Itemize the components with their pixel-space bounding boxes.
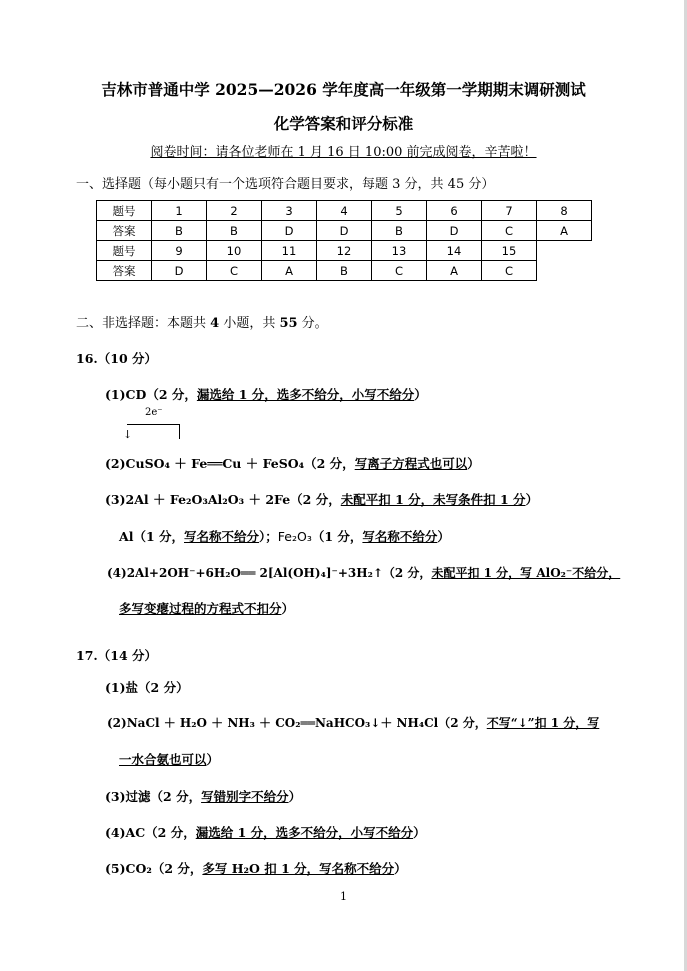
q17-part4-note: 漏选给 1 分，选多不给分，小写不给分 (195, 825, 414, 840)
page-subtitle: 化学答案和评分标准 (273, 114, 414, 133)
question-number: 7 (482, 201, 537, 221)
answer-cell: A (262, 261, 317, 281)
q16-part4-note: 未配平扣 1 分，写 AlO₂⁻不给分， (431, 566, 621, 580)
question-number: 4 (317, 201, 372, 221)
section2-total-score: 55 (279, 316, 298, 331)
q16-part3-product-score: （1 分， (311, 529, 363, 544)
q17-part3-note: 写错别字不给分 (201, 789, 289, 804)
section2-question-count: 4 (210, 316, 220, 331)
answer-cell: C (482, 261, 537, 281)
q17-part2 (107, 717, 599, 729)
q17-part2-note-cont: 一水合氨也可以 (119, 752, 207, 767)
question-number: 1 (152, 201, 207, 221)
multiple-choice-answer-table (96, 200, 592, 281)
q16-part2-equation: (2)CuSO₄ ＋ Fe══Cu ＋ FeSO₄（2 分， (105, 456, 355, 471)
q17-part4 (105, 827, 426, 840)
q17-part4-answer: (4)AC（2 分， (105, 825, 196, 840)
question-number: 11 (262, 241, 317, 261)
q17-part2-note: 不写“↓”扣 1 分，写 (486, 716, 600, 730)
q16-part3-equation: (3)2Al ＋ Fe₂O₃Al₂O₃ ＋ 2Fe（2 分， (105, 492, 341, 507)
section2-heading-pre: 二、非选择题：本题共 (76, 316, 211, 331)
answer-cell: C (207, 261, 262, 281)
answer-cell: B (372, 221, 427, 241)
q16-part3-oxidizer-note: 写名称不给分 (184, 529, 260, 544)
q17-part4-end: ） (413, 825, 426, 840)
section1-heading: 一、选择题（每小题只有一个选项符合题目要求，每题 3 分，共 45 分） (76, 177, 495, 192)
page-number: 1 (340, 890, 347, 903)
row-label: 题号 (97, 201, 152, 221)
section2-heading-mid: 小题，共 (219, 316, 280, 331)
row-label: 答案 (97, 261, 152, 281)
answer-cell: B (152, 221, 207, 241)
row-label: 答案 (97, 221, 152, 241)
q17-part2-end: ） (206, 752, 220, 767)
question-number: 14 (427, 241, 482, 261)
q17-part5-answer: (5)CO₂（2 分， (105, 861, 203, 876)
q16-part3-product: Fe₂O₃ (277, 529, 312, 544)
electron-transfer-bracket (127, 424, 180, 439)
answer-cell: D (262, 221, 317, 241)
q17-part3-end: ） (288, 789, 302, 804)
answer-cell: C (372, 261, 427, 281)
empty-cell (537, 241, 592, 261)
empty-cell (537, 261, 592, 281)
question-row-1 (97, 201, 592, 221)
q16-part4 (107, 567, 620, 579)
question-number: 13 (372, 241, 427, 261)
question-number: 8 (537, 201, 592, 221)
q16-part3-product-note: 写名称不给分 (362, 529, 438, 544)
question-number: 2 (207, 201, 262, 221)
q17-part5-end: ） (394, 861, 407, 876)
q16-part1-answer: (1)CD（2 分， (105, 387, 197, 402)
q16-part1-end: ） (414, 387, 427, 402)
question-number: 10 (207, 241, 262, 261)
grading-notice (0, 146, 687, 159)
page-title: 吉林市普通中学 2025—2026 学年度高一年级第一学期期末调研测试 (101, 80, 586, 99)
q17-title: 17.（14 分） (76, 648, 157, 663)
q16-part4-note-cont: 多写变瘪过程的方程式不扣分 (119, 601, 282, 616)
q17-part5 (105, 863, 407, 876)
q16-part3-oxidizer: Al（1 分， (119, 529, 184, 544)
question-number: 15 (482, 241, 537, 261)
answer-cell: D (317, 221, 372, 241)
q16-part3-sub (119, 531, 450, 544)
question-row-2 (97, 241, 592, 261)
q16-part3-end: ） (525, 492, 539, 507)
q16-part2-end: ） (467, 456, 480, 471)
question-number: 6 (427, 201, 482, 221)
q16-part4-cont (119, 603, 294, 616)
q17-part2-equation: (2)NaCl ＋ H₂O ＋ NH₃ ＋ CO₂══NaHCO₃↓＋ NH₄Cl（2 分， (107, 716, 487, 730)
q17-part3 (105, 791, 301, 804)
q16-title: 16.（10 分） (76, 351, 157, 366)
q17-part1: (1)盐（2 分） (105, 680, 189, 695)
q16-part1 (105, 389, 427, 402)
q16-part2 (105, 458, 480, 471)
electron-transfer-label: 2e⁻ (145, 407, 163, 418)
section2-heading-post: 分。 (297, 316, 328, 331)
q16-part4-end: ） (281, 601, 295, 616)
answer-row-2 (97, 261, 592, 281)
answer-cell: A (537, 221, 592, 241)
answer-cell: A (427, 261, 482, 281)
q16-part1-note: 漏选给 1 分，选多不给分，小写不给分 (196, 387, 415, 402)
q16-part3 (105, 494, 538, 507)
section2-heading (76, 317, 328, 330)
q17-part5-note: 多写 H₂O 扣 1 分，写名称不给分 (202, 861, 395, 876)
answer-cell: B (207, 221, 262, 241)
q16-part3-product-end: ） (437, 529, 450, 544)
answer-cell: B (317, 261, 372, 281)
answer-cell: C (482, 221, 537, 241)
question-number: 12 (317, 241, 372, 261)
row-label: 题号 (97, 241, 152, 261)
question-number: 5 (372, 201, 427, 221)
answer-row-1 (97, 221, 592, 241)
question-number: 9 (152, 241, 207, 261)
grading-notice-text: 阅卷时间：请各位老师在 1 月 16 日 10:00 前完成阅卷，辛苦啦！ (150, 145, 537, 160)
question-number: 3 (262, 201, 317, 221)
q17-part2-cont (119, 754, 219, 767)
q16-part3-sep: ）； (259, 529, 278, 544)
answer-cell: D (427, 221, 482, 241)
q16-part2-note: 写离子方程式也可以 (354, 456, 468, 471)
q17-part3-answer: (3)过滤（2 分， (105, 789, 202, 804)
q16-part3-note: 未配平扣 1 分，未写条件扣 1 分 (340, 492, 526, 507)
down-arrow-icon: ↓ (123, 428, 133, 441)
q16-part4-equation: (4)2Al+2OH⁻+6H₂O══ 2[Al(OH)₄]⁻+3H₂↑（2 分， (107, 566, 432, 580)
answer-cell: D (152, 261, 207, 281)
